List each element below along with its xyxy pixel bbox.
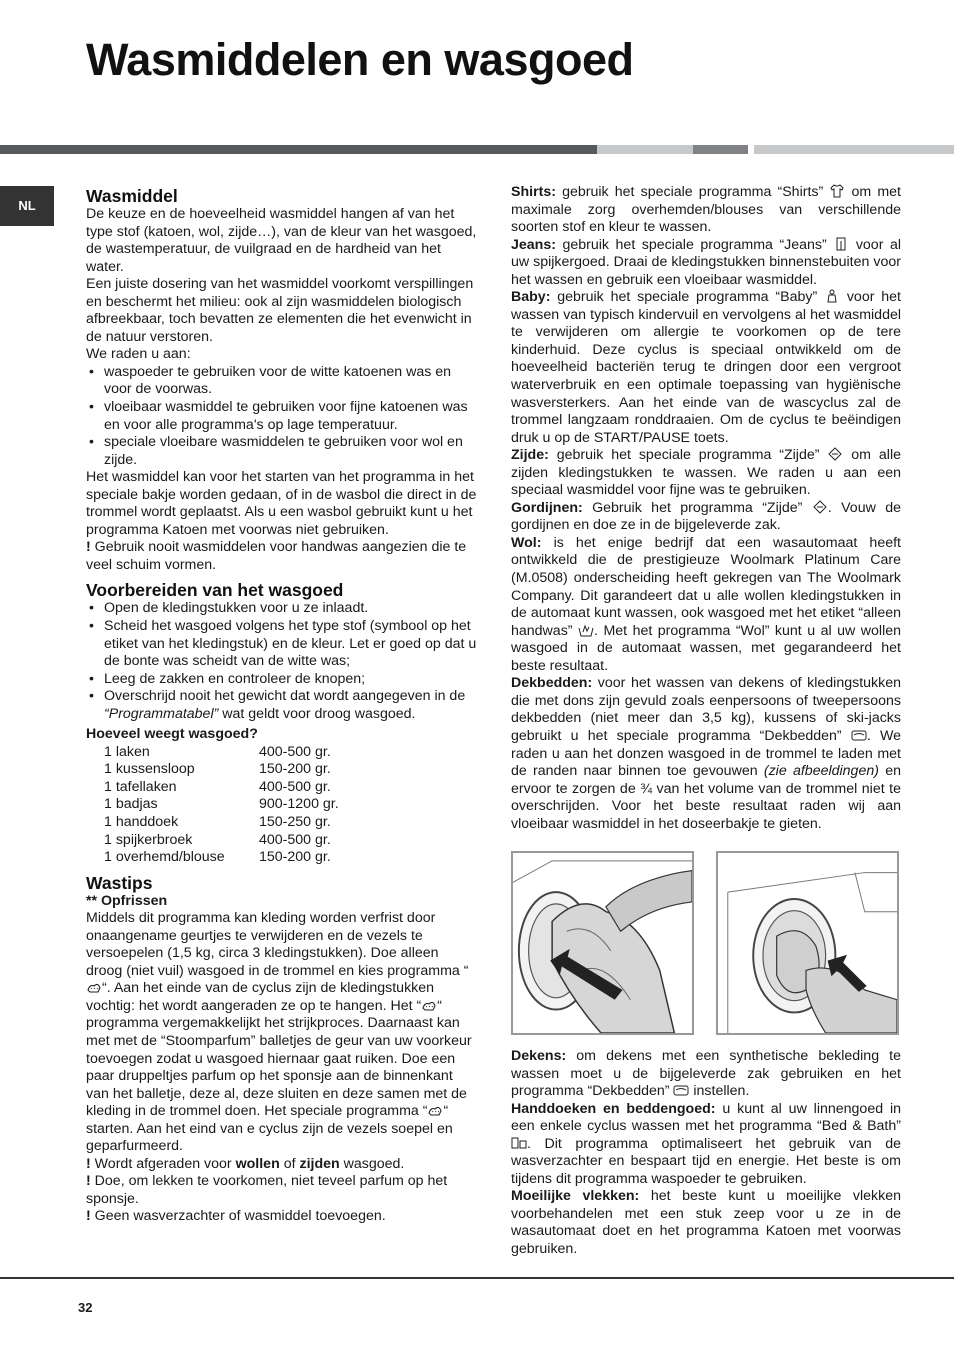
weights-item: 1 handdoek [104,814,179,830]
weights-value: 150-250 gr. [259,814,331,830]
bed-bath-icon [511,1136,527,1150]
text: . Vouw de gordijnen en doe ze in de bijgeleverde zak. [511,499,901,534]
weights-table [86,744,478,867]
weights-row [86,832,478,850]
paragraph: De keuze en de hoeveelheid wasmiddel hangen af van het type stof (katoen, wol, zijde…), van de kleur van het wasgoed, de wastemperatuur, de vuilgraad en de hardheid van het water. [86,206,477,275]
text: om alle zijden kledingstukken te wassen. We raden u aan een speciaal wasmiddel voor fijne was te gebruiken. [511,447,901,499]
program-label: Handdoeken en beddengoed: [511,1100,716,1117]
text: Wordt afgeraden voor [90,1155,236,1172]
program-baby [511,289,901,447]
text: het beste kunt u moeilijke vlekken voorbehandelen met een stuk zeep voor u ze in de wasautomaat doet en het programma Katoen met voorwas gebruiken. [511,1188,901,1258]
list-item: • Leeg de zakken en controleer de knopen; [86,671,478,689]
weights-item: 1 badjas [104,796,158,813]
text: Overschrijd nooit het gewicht dat wordt aangegeven in de [104,688,466,705]
header-rule-bar [0,145,954,154]
list-item: • speciale vloeibare wasmiddelen te gebruiken voor wol en zijde. [86,434,478,469]
text: instellen. [689,1083,750,1100]
text: en ervoor te zorgen de ¾ van het volume van de trommel niet te overschrijden. Voor het beste resultaat raden wij aan vloeibaar wasmiddel in het doseerbakje te gieten. [511,763,901,832]
weights-value: 900-1200 gr. [259,796,339,813]
silk-icon [827,447,843,461]
steam-refresh-icon [421,998,437,1012]
warning-paragraph [86,1156,478,1174]
weights-value: 400-500 gr. [259,831,331,848]
text: wat geldt voor droog wasgoed. [218,705,416,722]
text: “ starten. Aan het eind van e cyclus zijn de vezels soepel en geparfurmeerd. [86,1103,453,1155]
text: Doe, om lekken te voorkomen, niet teveel parfum op het sponsje. [86,1173,448,1207]
text: of [279,1155,300,1172]
rule-segment-light [597,145,693,154]
program-jeans [511,237,901,290]
text: gebruik het speciale programma “Baby” [550,289,825,306]
list-item: • vloeibaar wasmiddel te gebruiken voor fijne katoenen was en voor alle programma's op lage temperatuur. [86,399,478,434]
weights-item: 1 overhemd/blouse [104,849,225,866]
shirt-icon [829,184,845,198]
duvet-loading-figure-2 [716,851,899,1035]
list-item [86,688,478,723]
text: gebruik het speciale programma “Jeans” [555,236,834,253]
rule-segment-dark [0,145,597,154]
washer-illustration [513,853,692,1033]
emphasis: wollen [235,1155,280,1172]
text: . Met het programma “Wol” kunt u al uw wollen wasgoed in de automaat wassen, met gegarandeerd het beste resultaat. [511,622,901,674]
page-title: Wasmiddelen en wasgoed [86,34,634,85]
emphasis: zijden [299,1155,340,1172]
section-heading-voorbereiden: Voorbereiden van het wasgoed [86,580,344,601]
weights-row [86,779,478,797]
weights-item: 1 laken [104,743,150,760]
text: gebruik het speciale programma “Shirts” [555,184,830,200]
silk-icon [812,500,828,514]
program-gordijnen [511,500,901,535]
list-item: • Open de kledingstukken voor u ze inlaadt. [86,600,478,618]
program-label: Shirts: [511,184,556,200]
preparation-list [86,600,478,723]
program-zijde [511,447,901,500]
text: om dekens met een synthetische bekleding te wassen moet u de bijgeleverde zak gebruiken en het programma “Dekbedden” [511,1048,901,1100]
text: . We raden u aan het donzen wasgoed in de trommel te laden met de randen naar binnen toe gevouwen [511,727,901,780]
text: . Dit programma optimaliseert het gebruik van de wasverzachter en bespaart tijd en energie. Het beste is om tijdens dit programma waspoeder te gebruiken. [511,1135,901,1187]
warning-paragraph [86,539,478,574]
paragraph: Een juiste dosering van het wasmiddel voorkomt verspillingen en beschermt het milieu: ook al zijn wasmiddelen biologisch afbreekbaar, toch bevatten ze elementen die het evenwicht in de natuur verstoren. [86,276,474,345]
program-label: Moeilijke vlekken: [511,1188,640,1205]
steam-refresh-icon [86,980,102,994]
program-wol [511,535,901,675]
text: is het enige bedrijf dat een wasautomaat heeft ontwikkeld die de prestigieuze Woolmark Platinum Care (M.0508) onderscheiding heeft gekregen van The Woolmark Company. Dit garandeert dat u alle wollen kledingstukken in de automaat kunt wassen, ook wasgoed met het etiket “alleen handwas” [511,534,901,639]
baby-icon [824,289,840,303]
jeans-icon [833,237,849,251]
warning-mark: ! [86,1173,91,1190]
rule-segment-mid [693,145,748,154]
paragraph: We raden u aan: [86,346,191,363]
text: Gebruik het programma “Zijde” [582,499,812,516]
weights-value: 400-500 gr. [259,743,331,760]
rule-segment-light [754,145,954,154]
duvet-icon [673,1083,689,1097]
weights-value: 150-200 gr. [259,761,331,778]
weights-row [86,744,478,762]
text: Geen wasverzachter of wasmiddel toevoegen. [90,1208,386,1225]
list-item: • waspoeder te gebruiken voor de witte katoenen was en voor de voorwas. [86,364,478,399]
text: “. Aan het einde van de cyclus zijn de kledingstukken vochtig: het wordt aangeraden ze op te hangen. Het “ [86,980,435,1014]
figure-ref: (zie afbeeldingen) [763,763,879,780]
weights-item: 1 tafellaken [104,778,177,795]
weights-row [86,796,478,814]
paragraph [86,910,478,1156]
handwash-icon [578,623,594,637]
text: om met maximale zorg overhemden/blouses van verschillende soorten stof en kleur te wassen. [511,184,901,236]
text: wasgoed. [339,1155,405,1172]
section-heading-wastips: Wastips [86,872,153,893]
warning-mark: ! [86,1208,91,1225]
warning-paragraph [86,1208,478,1226]
program-label: Gordijnen: [511,499,583,516]
text: u kunt al uw linnengoed in een enkele cyclus wassen met het programma “Bed & Bath” [511,1100,901,1135]
program-label: Wol: [511,534,542,551]
text: gebruik het speciale programma “Zijde” [548,447,828,464]
text: voor het wassen van dekens of kledingstukken die met dons zijn gevuld zoals eenpersoons of tweepersoons dekbedden (niet meer dan 3,5 kg), kussens of ski-jacks gebruikt u het speciale programma “Dekbedden” [511,675,901,744]
paragraph: Het wasmiddel kan voor het starten van het programma in het speciale bakje worden gedaan, of in de wasbol die direct in de trommel wordt geplaatst. Als u een wasbol gebruikt kunt u het programma Katoen met voorwas niet gebruiken. [86,469,477,538]
steam-refresh-icon [427,1103,443,1117]
text: “ programma vergemakkelijkt het strijkproces. Daarnaast kan met met de “Stoomparfum” balletjes de geur van uw voorkeur toevoegen zodat u wasgoed hiernaar gaat ruiken. Doe een paar druppeltjes parfum op het sponsje aan de binnenkant van het balletje, deze al, deze sluiten en deze samen met de kleding in de trommel doen. Het speciale programma “ [86,997,472,1120]
washer-illustration [718,853,897,1033]
weights-value: 400-500 gr. [259,778,331,795]
section-heading-wasmiddel: Wasmiddel [86,186,178,206]
text: voor al uw spijkergoed. Draai de kledingstukken binnenstebuiten voor het wassen en gebruik een vloeibaar wasmiddel. [511,236,901,288]
text: Middels dit programma kan kleding worden verfrist door onaangename geurtjes te verwijderen en de vezels te versoepelen (1,5 kg, circa 3 kledingstukken). Doe alleen droog (niet vuil) wasgoed in de trommel en kies programma “ [86,910,469,979]
right-column [511,184,901,833]
warning-mark: ! [86,539,91,556]
warning-mark: ! [86,1155,91,1172]
list-item: • Scheid het wasgoed volgens het type stof (symbool op het etiket van het kledingstuk) en de kleur. Let er goed op dat u de bonte was scheidt van de witte was; [86,618,478,671]
weights-item: 1 spijkerbroek [104,831,193,848]
subheading-opfrissen: ** Opfrissen [86,892,168,909]
program-handdoeken [511,1101,901,1189]
duvet-icon [851,728,867,742]
weights-row [86,849,478,867]
text: voor het wassen van typisch kindervuil en vervolgens al het wasmiddel te verwijderen om allergie te voorkomen op de tere kinderhuid. Deze cyclus is speciaal ontwikkeld om de hoeveelheid bacteriën terug te dringen door een vergroot waterverbruik en een optimale toepassing van hygiënische wasversterkers. Aan het einde van de wascyclus zal de trommel langzaam ronddraaien. Om de cyclus te beëindigen druk u op de START/PAUSE toets. [511,289,901,446]
weights-row [86,761,478,779]
program-label: Baby: [511,289,551,306]
weights-row [86,814,478,832]
left-column [86,186,478,1226]
warning-text: Gebruik nooit wasmiddelen voor handwas aangezien die te veel schuim vormen. [86,539,467,573]
weights-heading: Hoeveel weegt wasgoed? [86,726,258,743]
weights-value: 150-200 gr. [259,849,331,866]
page-number: 32 [78,1300,93,1315]
figures [511,851,901,1037]
language-tab: NL [0,186,54,226]
program-vlekken [511,1188,901,1258]
weights-item: 1 kussensloop [104,761,195,778]
program-table-ref: “Programmatabel” [104,705,219,722]
program-label: Dekbedden: [511,675,593,692]
program-label: Jeans: [511,236,556,253]
program-label: Zijde: [511,447,549,464]
program-shirts [511,184,901,237]
right-column-lower [511,1048,901,1259]
warning-paragraph [86,1173,478,1208]
program-dekbedden [511,675,901,833]
footer-rule [0,1277,954,1279]
detergent-list [86,364,478,469]
program-label: Dekens: [511,1048,567,1064]
duvet-loading-figure-1 [511,851,694,1035]
program-dekens [511,1048,901,1101]
